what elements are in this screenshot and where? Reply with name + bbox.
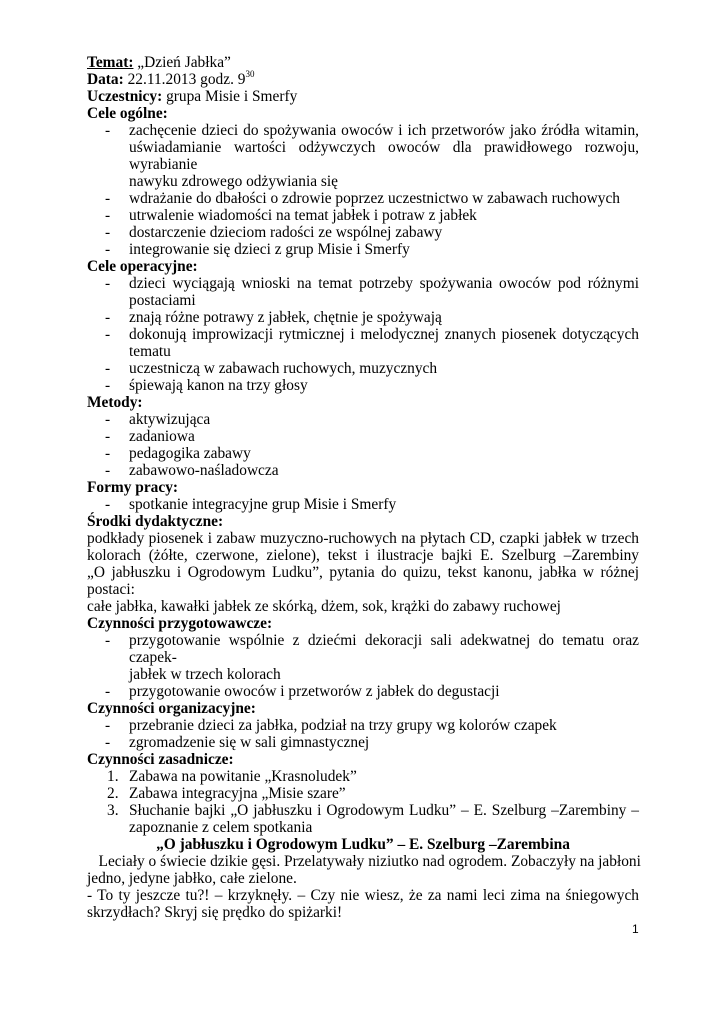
- list-item-text: integrowanie się dzieci z grup Misie i Smerfy: [129, 241, 410, 258]
- list-item: [87, 360, 639, 377]
- paragraph-line: podkłady piosenek i zabaw muzyczno-ruchowych na płytach CD, czapki jabłek w trzech: [87, 530, 639, 547]
- list-item: [87, 445, 639, 462]
- participants-line: [87, 88, 639, 105]
- list-item-text: dzieci wyciągają wnioski na temat potrzeby spożywania owoców pod różnymi: [129, 275, 639, 292]
- dash-bullet: -: [105, 496, 111, 513]
- dash-bullet: -: [105, 326, 111, 343]
- topic-value: „Dzień Jabłka”: [133, 54, 231, 71]
- list-item-text: uświadamianie wartości odżywczych owoców dla prawidłowego rozwoju, wyrabianie: [129, 139, 639, 173]
- participants-value: grupa Misie i Smerfy: [162, 88, 298, 105]
- list-item: [87, 462, 639, 479]
- operational-goals-list: [87, 275, 639, 394]
- date-value: 22.11.2013 godz. 9: [123, 71, 246, 88]
- dash-bullet: -: [105, 445, 111, 462]
- list-item-text: tematu: [129, 343, 171, 360]
- dash-bullet: -: [105, 632, 111, 649]
- list-item: [87, 496, 639, 513]
- list-item-text: zapoznanie z celem spotkania: [129, 819, 313, 836]
- general-goals-list: [87, 122, 639, 258]
- teaching-aids-paragraph: [87, 530, 639, 615]
- list-item: [87, 411, 639, 428]
- list-item-text: postaciami: [129, 292, 196, 309]
- dash-bullet: -: [105, 122, 111, 139]
- list-item: [87, 632, 639, 683]
- list-item-text: przebranie dzieci za jabłka, podział na trzy grupy wg kolorów czapek: [129, 717, 557, 734]
- story-line: - To ty jeszcze tu?! – krzyknęły. – Czy nie wiesz, że za nami leci zima na śniegowych: [87, 887, 639, 904]
- dash-bullet: -: [105, 411, 111, 428]
- numbered-item: [87, 802, 639, 836]
- topic-label: Temat:: [87, 54, 134, 71]
- date-minutes: 30: [245, 69, 255, 79]
- list-item: [87, 224, 639, 241]
- item-number: 1.: [107, 768, 119, 785]
- list-item: [87, 428, 639, 445]
- item-number: 2.: [107, 785, 119, 802]
- list-item-text: zachęcenie dzieci do spożywania owoców i ich przetworów jako źródła witamin,: [129, 122, 639, 139]
- list-item-text: przygotowanie wspólnie z dziećmi dekoracji sali adekwatnej do tematu oraz czapek-: [129, 632, 639, 666]
- main-activities-list: [87, 768, 639, 836]
- date-label: Data:: [87, 71, 124, 88]
- list-item: [87, 190, 639, 207]
- list-item-text: zadaniowa: [129, 428, 195, 445]
- dash-bullet: -: [105, 734, 111, 751]
- dash-bullet: -: [105, 428, 111, 445]
- dash-bullet: -: [105, 717, 111, 734]
- paragraph-line: „O jabłuszku i Ogrodowym Ludku”, pytania do quizu, tekst kanonu, jabłka w różnej postaci:: [87, 564, 639, 598]
- dash-bullet: -: [105, 241, 111, 258]
- story-text: [87, 853, 639, 921]
- numbered-item: [87, 785, 639, 802]
- list-item: [87, 309, 639, 326]
- topic-line: [87, 54, 639, 71]
- list-item-text: przygotowanie owoców i przetworów z jabłek do degustacji: [129, 683, 500, 700]
- list-item-text: spotkanie integracyjne grup Misie i Smerfy: [129, 496, 397, 513]
- dash-bullet: -: [105, 224, 111, 241]
- organizational-list: [87, 717, 639, 751]
- list-item-text: uczestniczą w zabawach ruchowych, muzycznych: [129, 360, 438, 377]
- list-item-text: dostarczenie dzieciom radości ze wspólnej zabawy: [129, 224, 443, 241]
- list-item-text: Zabawa integracyjna „Misie szare”: [129, 785, 346, 802]
- list-item: [87, 122, 639, 190]
- main-activities-heading: Czynności zasadnicze:: [87, 751, 234, 768]
- list-item-text: pedagogika zabawy: [129, 445, 251, 462]
- list-item: [87, 683, 639, 700]
- list-item-text: Zabawa na powitanie „Krasnoludek”: [129, 768, 357, 785]
- operational-goals-heading: Cele operacyjne:: [87, 258, 198, 275]
- list-item-text: utrwalenie wiadomości na temat jabłek i potraw z jabłek: [129, 207, 477, 224]
- list-item: [87, 241, 639, 258]
- dash-bullet: -: [105, 683, 111, 700]
- list-item: [87, 734, 639, 751]
- list-item: [87, 275, 639, 309]
- list-item-text: zgromadzenie się w sali gimnastycznej: [129, 734, 370, 751]
- list-item-text: Słuchanie bajki „O jabłuszku i Ogrodowym Ludku” – E. Szelburg –Zarembiny –: [129, 802, 639, 819]
- work-forms-heading: Formy pracy:: [87, 479, 179, 496]
- dash-bullet: -: [105, 360, 111, 377]
- story-title: „O jabłuszku i Ogrodowym Ludku” – E. Szelburg –Zarembina: [156, 836, 570, 853]
- list-item-text: zabawowo-naśladowcza: [129, 462, 279, 479]
- page-number: 1: [632, 922, 639, 936]
- story-line: jedno, jedyne jabłko, całe zielone.: [87, 870, 297, 887]
- dash-bullet: -: [105, 309, 111, 326]
- document-content: [87, 54, 639, 921]
- participants-label: Uczestnicy:: [87, 88, 163, 105]
- organizational-heading: Czynności organizacyjne:: [87, 700, 256, 717]
- teaching-aids-heading: Środki dydaktyczne:: [87, 513, 224, 530]
- list-item: [87, 326, 639, 360]
- item-number: 3.: [107, 802, 119, 819]
- list-item: [87, 207, 639, 224]
- dash-bullet: -: [105, 207, 111, 224]
- dash-bullet: -: [105, 190, 111, 207]
- list-item-text: nawyku zdrowego odżywiania się: [129, 173, 338, 190]
- date-line: [87, 71, 639, 88]
- story-line: Leciały o świecie dzikie gęsi. Przelatywały niziutko nad ogrodem. Zobaczyły na jabłoni: [87, 853, 641, 870]
- list-item-text: aktywizująca: [129, 411, 211, 428]
- methods-heading: Metody:: [87, 394, 143, 411]
- paragraph-line: kolorach (żółte, czerwone, zielone), tekst i ilustracje bajki E. Szelburg –Zarembiny: [87, 547, 639, 564]
- work-forms-list: [87, 496, 639, 513]
- dash-bullet: -: [105, 462, 111, 479]
- general-goals-heading: Cele ogólne:: [87, 105, 168, 122]
- list-item-text: śpiewają kanon na trzy głosy: [129, 377, 308, 394]
- dash-bullet: -: [105, 275, 111, 292]
- methods-list: [87, 411, 639, 479]
- list-item-text: wdrażanie do dbałości o zdrowie poprzez uczestnictwo w zabawach ruchowych: [129, 190, 621, 207]
- paragraph-line: całe jabłka, kawałki jabłek ze skórką, dżem, sok, krążki do zabawy ruchowej: [87, 598, 561, 615]
- list-item-text: jabłek w trzech kolorach: [129, 666, 281, 683]
- preparatory-heading: Czynności przygotowawcze:: [87, 615, 273, 632]
- dash-bullet: -: [105, 377, 111, 394]
- list-item: [87, 377, 639, 394]
- preparatory-list: [87, 632, 639, 700]
- numbered-item: [87, 768, 639, 785]
- list-item-text: znają różne potrawy z jabłek, chętnie je spożywają: [129, 309, 442, 326]
- list-item-text: dokonują improwizacji rytmicznej i melodycznej znanych piosenek dotyczących: [129, 326, 639, 343]
- list-item: [87, 717, 639, 734]
- story-line: skrzydłach? Skryj się prędko do spiżarki!: [87, 904, 343, 921]
